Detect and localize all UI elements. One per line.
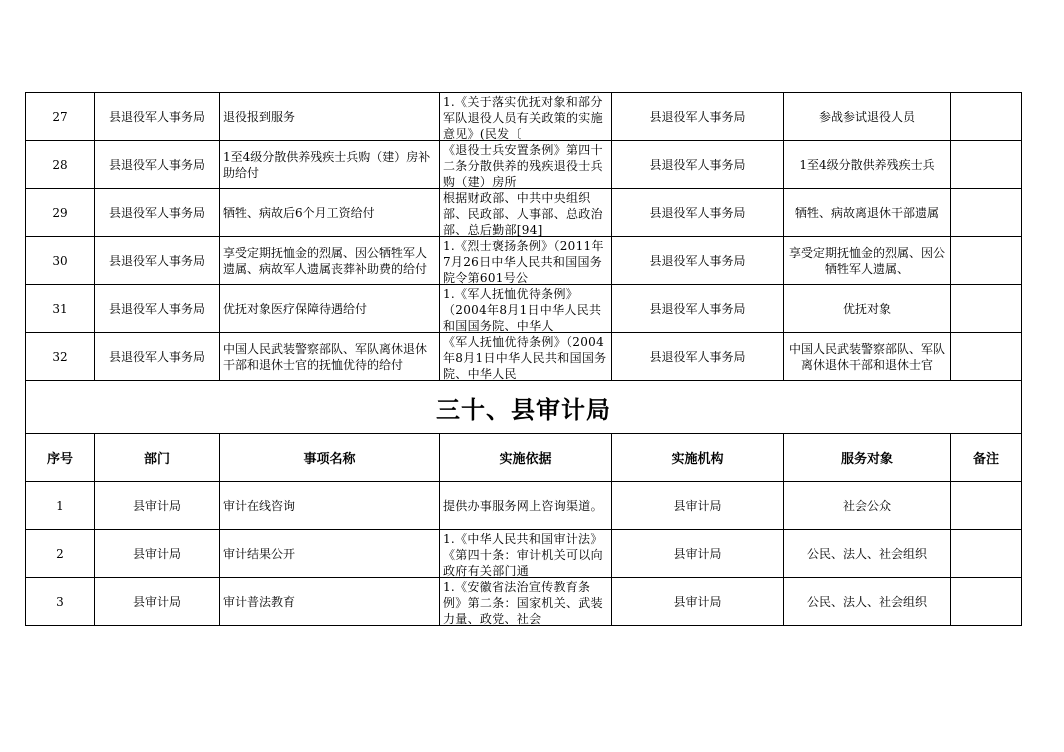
cell-no: [26, 333, 95, 381]
cell-org-text: 县退役军人事务局: [649, 157, 746, 172]
table-row: [26, 333, 1022, 381]
cell-org-text: 县退役军人事务局: [649, 205, 746, 220]
cell-no: [26, 482, 95, 530]
table-row: [26, 530, 1022, 578]
service-table: [25, 92, 1022, 626]
cell-dept-text: 县退役军人事务局: [108, 253, 205, 268]
cell-item-name: [220, 482, 440, 530]
cell-target-text: 享受定期抚恤金的烈属、因公牺牲军人遗属、: [788, 245, 945, 276]
cell-dept: [95, 333, 220, 381]
cell-dept-text: 县退役军人事务局: [108, 157, 205, 172]
cell-org-text: 县审计局: [673, 546, 722, 561]
cell-target: [784, 530, 951, 578]
cell-org-text: 县退役军人事务局: [649, 349, 746, 364]
table-row: [26, 285, 1022, 333]
cell-org: [612, 93, 784, 141]
cell-org: [612, 482, 784, 530]
cell-basis: [440, 141, 612, 189]
cell-basis: [440, 482, 612, 530]
cell-target: [784, 93, 951, 141]
cell-org: [612, 530, 784, 578]
table-row: [26, 141, 1022, 189]
cell-item-name: [220, 530, 440, 578]
cell-no-text: 30: [52, 253, 68, 268]
cell-note: [951, 237, 1022, 285]
cell-org-text: 县审计局: [673, 594, 722, 609]
cell-item-name-text: 审计普法教育: [223, 594, 296, 609]
cell-basis-text: 《军人抚恤优待条例》（2004年8月1日中华人民共和国国务院、中华人民: [443, 334, 607, 380]
cell-dept: [95, 482, 220, 530]
header-row: [26, 434, 1022, 482]
cell-no-text: 29: [52, 205, 68, 220]
cell-item-name-text: 优抚对象医疗保障待遇给付: [223, 301, 368, 316]
cell-dept-text: 县退役军人事务局: [108, 205, 205, 220]
header-target: 服务对象: [784, 434, 951, 482]
cell-dept: [95, 141, 220, 189]
cell-dept-text: 县退役军人事务局: [108, 109, 205, 124]
cell-note: [951, 189, 1022, 237]
cell-dept-text: 县审计局: [132, 546, 181, 561]
header-no: 序号: [26, 434, 95, 482]
cell-no-text: 2: [56, 546, 64, 561]
cell-no: [26, 141, 95, 189]
cell-no-text: 31: [52, 301, 68, 316]
cell-note: [951, 530, 1022, 578]
section-title: 三十、县审计局: [26, 381, 1022, 434]
cell-item-name: [220, 578, 440, 626]
cell-dept-text: 县审计局: [132, 498, 181, 513]
cell-item-name-text: 审计在线咨询: [223, 498, 296, 513]
cell-target-text: 公民、法人、社会组织: [806, 594, 927, 609]
cell-org-text: 县退役军人事务局: [649, 253, 746, 268]
cell-item-name: [220, 237, 440, 285]
cell-target-text: 1至4级分散供养残疾士兵: [799, 157, 935, 172]
cell-item-name-text: 审计结果公开: [223, 546, 296, 561]
cell-target: [784, 189, 951, 237]
cell-no-text: 28: [52, 157, 68, 172]
cell-basis-text: 根据财政部、中共中央组织部、民政部、人事部、总政治部、总后勤部[94]: [443, 190, 603, 236]
cell-org: [612, 333, 784, 381]
cell-org: [612, 189, 784, 237]
cell-org-text: 县退役军人事务局: [649, 109, 746, 124]
cell-item-name-text: 享受定期抚恤金的烈属、因公牺牲军人遗属、病故军人遗属丧葬补助费的给付: [223, 245, 428, 276]
cell-target: [784, 482, 951, 530]
cell-target-text: 中国人民武装警察部队、军队离休退休干部和退休士官: [788, 341, 945, 372]
cell-org: [612, 141, 784, 189]
cell-item-name: [220, 93, 440, 141]
cell-target: [784, 333, 951, 381]
cell-basis-text: 《退役士兵安置条例》第四十二条分散供养的残疾退役士兵购（建）房所: [443, 142, 603, 188]
cell-basis: [440, 333, 612, 381]
cell-dept: [95, 578, 220, 626]
table-row: [26, 482, 1022, 530]
cell-target-text: 公民、法人、社会组织: [806, 546, 927, 561]
cell-basis-text: 提供办事服务网上咨询渠道。: [443, 498, 603, 513]
table-row: [26, 93, 1022, 141]
cell-no-text: 1: [56, 498, 64, 513]
cell-basis: [440, 237, 612, 285]
cell-item-name: [220, 333, 440, 381]
cell-dept-text: 县审计局: [132, 594, 181, 609]
cell-basis: [440, 530, 612, 578]
table-row: [26, 189, 1022, 237]
cell-no: [26, 189, 95, 237]
cell-no: [26, 285, 95, 333]
header-org: 实施机构: [612, 434, 784, 482]
cell-target-text: 参战参试退役人员: [818, 109, 915, 124]
cell-dept-text: 县退役军人事务局: [108, 301, 205, 316]
cell-basis: [440, 285, 612, 333]
cell-item-name-text: 中国人民武装警察部队、军队离休退休干部和退休士官的抚恤优待的给付: [223, 341, 428, 372]
cell-note: [951, 93, 1022, 141]
cell-basis-text: 1.《烈士褒扬条例》（2011年7月26日中华人民共和国国务院令第601号公: [443, 238, 604, 284]
cell-item-name: [220, 189, 440, 237]
cell-no: [26, 530, 95, 578]
cell-dept-text: 县退役军人事务局: [108, 349, 205, 364]
cell-target: [784, 285, 951, 333]
cell-dept: [95, 93, 220, 141]
cell-no: [26, 93, 95, 141]
cell-item-name-text: 1至4级分散供养残疾士兵购（建）房补助给付: [223, 149, 431, 180]
cell-no: [26, 237, 95, 285]
cell-dept: [95, 285, 220, 333]
cell-no-text: 3: [56, 594, 64, 609]
cell-note: [951, 285, 1022, 333]
cell-dept: [95, 189, 220, 237]
cell-item-name-text: 退役报到服务: [223, 109, 296, 124]
cell-org: [612, 578, 784, 626]
cell-note: [951, 333, 1022, 381]
cell-basis-text: 1.《安徽省法治宣传教育条例》第二条：国家机关、武装力量、政党、社会: [443, 579, 603, 625]
cell-item-name-text: 牺牲、病故后6个月工资给付: [223, 205, 375, 220]
cell-target: [784, 141, 951, 189]
cell-org-text: 县退役军人事务局: [649, 301, 746, 316]
cell-dept: [95, 530, 220, 578]
header-basis: 实施依据: [440, 434, 612, 482]
cell-target-text: 牺牲、病故离退休干部遗属: [794, 205, 939, 220]
table-row: [26, 578, 1022, 626]
cell-target: [784, 237, 951, 285]
cell-org: [612, 237, 784, 285]
cell-org: [612, 285, 784, 333]
cell-basis-text: 1.《关于落实优抚对象和部分军队退役人员有关政策的实施意见》(民发〔: [443, 94, 603, 140]
header-name: 事项名称: [220, 434, 440, 482]
cell-target-text: 优抚对象: [842, 301, 891, 316]
cell-target-text: 社会公众: [842, 498, 891, 513]
cell-note: [951, 578, 1022, 626]
cell-note: [951, 482, 1022, 530]
cell-basis-text: 1.《中华人民共和国审计法》《第四十条：审计机关可以向政府有关部门通: [443, 531, 603, 577]
cell-dept: [95, 237, 220, 285]
header-note: 备注: [951, 434, 1022, 482]
cell-basis-text: 1.《军人抚恤优待条例》（2004年8月1日中华人民共和国国务院、中华人: [443, 286, 602, 332]
cell-note: [951, 141, 1022, 189]
cell-org-text: 县审计局: [673, 498, 722, 513]
cell-basis: [440, 578, 612, 626]
cell-no-text: 27: [52, 109, 68, 124]
cell-target: [784, 578, 951, 626]
table-row: [26, 237, 1022, 285]
cell-basis: [440, 189, 612, 237]
cell-item-name: [220, 285, 440, 333]
header-dept: 部门: [95, 434, 220, 482]
cell-no: [26, 578, 95, 626]
cell-basis: [440, 93, 612, 141]
section-title-row: [26, 381, 1022, 434]
cell-item-name: [220, 141, 440, 189]
cell-no-text: 32: [52, 349, 68, 364]
